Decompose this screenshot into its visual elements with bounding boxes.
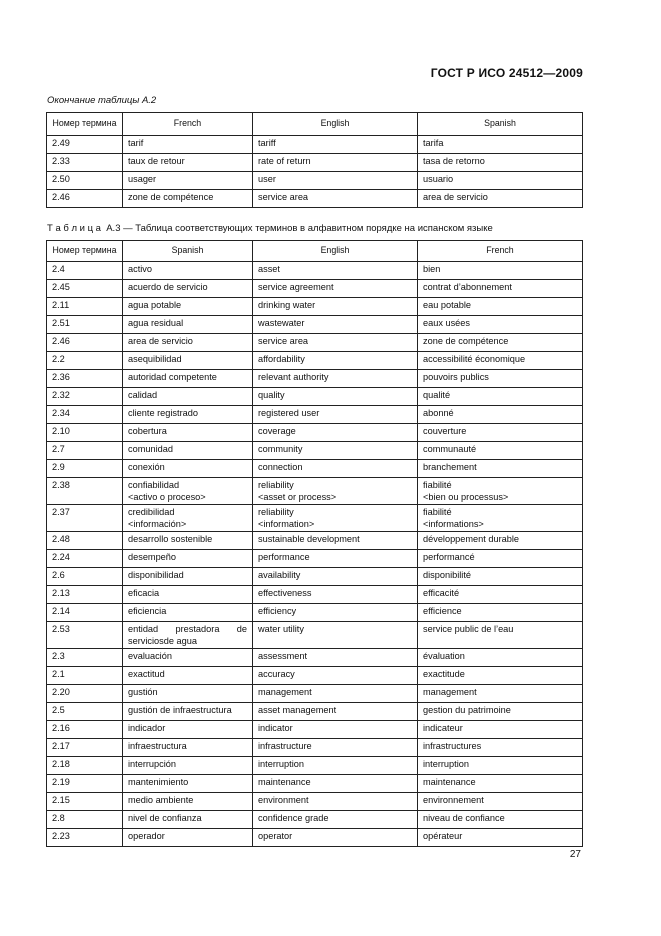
term-number-cell: 2.10: [47, 424, 123, 442]
term-cell: environment: [253, 793, 418, 811]
term-cell: community: [253, 442, 418, 460]
term-cell: disponibilidad: [123, 568, 253, 586]
term-cell: desarrollo sostenible: [123, 532, 253, 550]
term-number-cell: 2.13: [47, 586, 123, 604]
table-row: [47, 262, 583, 280]
term-cell: operador: [123, 829, 253, 847]
term-cell: user: [253, 172, 418, 190]
table-row: [47, 586, 583, 604]
term-number-cell: 2.34: [47, 406, 123, 424]
term-cell: evaluación: [123, 649, 253, 667]
term-number-cell: 2.24: [47, 550, 123, 568]
term-cell: tarifa: [418, 136, 583, 154]
term-cell: contrat d’abonnement: [418, 280, 583, 298]
table-a3-caption: Т а б л и ц а А.3 — Таблица соответствующих терминов в алфавитном порядке на испанском языке: [47, 223, 493, 234]
term-cell: indicador: [123, 721, 253, 739]
table-a2-caption: Окончание таблицы А.2: [47, 95, 157, 106]
term-cell: nivel de confianza: [123, 811, 253, 829]
term-cell: relevant authority: [253, 370, 418, 388]
table-row: [47, 352, 583, 370]
term-cell: tariff: [253, 136, 418, 154]
term-cell: fiabilité <bien ou processus>: [418, 478, 583, 505]
term-cell: calidad: [123, 388, 253, 406]
column-header: Spanish: [123, 241, 253, 262]
term-cell: entidad prestadora de serviciosde agua: [123, 622, 253, 649]
table-row: [47, 442, 583, 460]
term-cell: reliability <information>: [253, 505, 418, 532]
table-row: [47, 685, 583, 703]
term-cell: usager: [123, 172, 253, 190]
table-a3: [46, 240, 583, 847]
term-cell: desempeño: [123, 550, 253, 568]
term-cell: exactitud: [123, 667, 253, 685]
term-cell: effectiveness: [253, 586, 418, 604]
term-cell: confidence grade: [253, 811, 418, 829]
term-number-cell: 2.46: [47, 334, 123, 352]
column-header: Номер термина: [47, 113, 123, 136]
term-cell: eau potable: [418, 298, 583, 316]
table-row: [47, 334, 583, 352]
term-cell: indicator: [253, 721, 418, 739]
term-cell: environnement: [418, 793, 583, 811]
table-row: [47, 793, 583, 811]
term-cell: communauté: [418, 442, 583, 460]
term-cell: service area: [253, 190, 418, 208]
term-cell: medio ambiente: [123, 793, 253, 811]
column-header: Номер термина: [47, 241, 123, 262]
table-row: [47, 829, 583, 847]
term-cell: infrastructure: [253, 739, 418, 757]
column-header: English: [253, 241, 418, 262]
term-cell: maintenance: [418, 775, 583, 793]
table-row: [47, 775, 583, 793]
term-number-cell: 2.9: [47, 460, 123, 478]
term-cell: disponibilité: [418, 568, 583, 586]
term-cell: operator: [253, 829, 418, 847]
term-number-cell: 2.32: [47, 388, 123, 406]
term-cell: conexión: [123, 460, 253, 478]
term-cell: wastewater: [253, 316, 418, 334]
term-cell: efficiency: [253, 604, 418, 622]
term-number-cell: 2.18: [47, 757, 123, 775]
table-row: [47, 406, 583, 424]
term-cell: reliability <asset or process>: [253, 478, 418, 505]
term-cell: fiabilité <informations>: [418, 505, 583, 532]
table-row: [47, 136, 583, 154]
term-cell: management: [418, 685, 583, 703]
term-cell: water utility: [253, 622, 418, 649]
table-row: [47, 550, 583, 568]
term-cell: taux de retour: [123, 154, 253, 172]
term-number-cell: 2.17: [47, 739, 123, 757]
table-row: [47, 667, 583, 685]
term-cell: tarif: [123, 136, 253, 154]
term-cell: availability: [253, 568, 418, 586]
term-cell: performance: [253, 550, 418, 568]
term-number-cell: 2.16: [47, 721, 123, 739]
term-number-cell: 2.2: [47, 352, 123, 370]
table-row: [47, 478, 583, 505]
term-number-cell: 2.6: [47, 568, 123, 586]
table-row: [47, 388, 583, 406]
term-number-cell: 2.4: [47, 262, 123, 280]
term-cell: registered user: [253, 406, 418, 424]
term-cell: accessibilité économique: [418, 352, 583, 370]
term-cell: area de servicio: [123, 334, 253, 352]
term-cell: connection: [253, 460, 418, 478]
table-row: [47, 370, 583, 388]
term-number-cell: 2.8: [47, 811, 123, 829]
term-cell: efficacité: [418, 586, 583, 604]
term-cell: infrastructures: [418, 739, 583, 757]
term-cell: eaux usées: [418, 316, 583, 334]
term-cell: maintenance: [253, 775, 418, 793]
table-row: [47, 505, 583, 532]
table-row: [47, 172, 583, 190]
term-cell: efficience: [418, 604, 583, 622]
table-row: [47, 649, 583, 667]
term-cell: agua potable: [123, 298, 253, 316]
term-number-cell: 2.53: [47, 622, 123, 649]
table-row: [47, 757, 583, 775]
term-number-cell: 2.36: [47, 370, 123, 388]
column-header: French: [123, 113, 253, 136]
table-row: [47, 739, 583, 757]
term-cell: couverture: [418, 424, 583, 442]
term-cell: pouvoirs publics: [418, 370, 583, 388]
term-cell: comunidad: [123, 442, 253, 460]
term-number-cell: 2.3: [47, 649, 123, 667]
term-cell: interruption: [253, 757, 418, 775]
term-cell: bien: [418, 262, 583, 280]
term-cell: accuracy: [253, 667, 418, 685]
term-cell: affordability: [253, 352, 418, 370]
term-cell: quality: [253, 388, 418, 406]
column-header: French: [418, 241, 583, 262]
term-cell: service public de l’eau: [418, 622, 583, 649]
term-cell: cliente registrado: [123, 406, 253, 424]
table-row: [47, 622, 583, 649]
term-number-cell: 2.46: [47, 190, 123, 208]
term-cell: autoridad competente: [123, 370, 253, 388]
term-number-cell: 2.19: [47, 775, 123, 793]
table-row: [47, 190, 583, 208]
term-cell: opérateur: [418, 829, 583, 847]
term-number-cell: 2.48: [47, 532, 123, 550]
term-cell: gestion du patrimoine: [418, 703, 583, 721]
term-cell: indicateur: [418, 721, 583, 739]
term-cell: exactitude: [418, 667, 583, 685]
term-number-cell: 2.38: [47, 478, 123, 505]
term-cell: assessment: [253, 649, 418, 667]
term-cell: niveau de confiance: [418, 811, 583, 829]
standard-id: ГОСТ Р ИСО 24512—2009: [430, 66, 583, 80]
term-cell: abonné: [418, 406, 583, 424]
table-row: [47, 460, 583, 478]
term-number-cell: 2.1: [47, 667, 123, 685]
table-row: [47, 532, 583, 550]
term-cell: performancé: [418, 550, 583, 568]
term-cell: drinking water: [253, 298, 418, 316]
table-row: [47, 604, 583, 622]
term-number-cell: 2.7: [47, 442, 123, 460]
term-cell: tasa de retorno: [418, 154, 583, 172]
table-row: [47, 424, 583, 442]
term-cell: branchement: [418, 460, 583, 478]
term-cell: credibilidad <información>: [123, 505, 253, 532]
term-cell: coverage: [253, 424, 418, 442]
table-row: [47, 298, 583, 316]
column-header: Spanish: [418, 113, 583, 136]
term-cell: interrupción: [123, 757, 253, 775]
term-number-cell: 2.50: [47, 172, 123, 190]
page-number: 27: [569, 849, 581, 860]
term-cell: rate of return: [253, 154, 418, 172]
table-row: [47, 154, 583, 172]
term-number-cell: 2.51: [47, 316, 123, 334]
term-number-cell: 2.14: [47, 604, 123, 622]
term-number-cell: 2.5: [47, 703, 123, 721]
term-number-cell: 2.23: [47, 829, 123, 847]
table-row: [47, 703, 583, 721]
table-header-row: [47, 241, 583, 262]
term-cell: agua residual: [123, 316, 253, 334]
term-cell: zone de compétence: [418, 334, 583, 352]
term-cell: sustainable development: [253, 532, 418, 550]
table-row: [47, 316, 583, 334]
term-cell: asset management: [253, 703, 418, 721]
term-cell: mantenimiento: [123, 775, 253, 793]
term-cell: zone de compétence: [123, 190, 253, 208]
table-row: [47, 280, 583, 298]
term-cell: gustión de infraestructura: [123, 703, 253, 721]
term-cell: cobertura: [123, 424, 253, 442]
term-cell: gustión: [123, 685, 253, 703]
term-number-cell: 2.11: [47, 298, 123, 316]
term-number-cell: 2.37: [47, 505, 123, 532]
term-number-cell: 2.33: [47, 154, 123, 172]
term-cell: eficiencia: [123, 604, 253, 622]
term-cell: évaluation: [418, 649, 583, 667]
term-cell: activo: [123, 262, 253, 280]
term-cell: area de servicio: [418, 190, 583, 208]
table-header-row: [47, 113, 583, 136]
column-header: English: [253, 113, 418, 136]
term-cell: interruption: [418, 757, 583, 775]
term-cell: qualité: [418, 388, 583, 406]
term-number-cell: 2.45: [47, 280, 123, 298]
term-number-cell: 2.15: [47, 793, 123, 811]
table-row: [47, 568, 583, 586]
term-cell: développement durable: [418, 532, 583, 550]
term-cell: eficacia: [123, 586, 253, 604]
term-number-cell: 2.49: [47, 136, 123, 154]
term-cell: confiabilidad <activo o proceso>: [123, 478, 253, 505]
term-cell: service agreement: [253, 280, 418, 298]
table-a2: [46, 112, 583, 208]
term-number-cell: 2.20: [47, 685, 123, 703]
term-cell: asset: [253, 262, 418, 280]
term-cell: usuario: [418, 172, 583, 190]
term-cell: asequibilidad: [123, 352, 253, 370]
term-cell: management: [253, 685, 418, 703]
term-cell: acuerdo de servicio: [123, 280, 253, 298]
table-row: [47, 811, 583, 829]
term-cell: infraestructura: [123, 739, 253, 757]
table-row: [47, 721, 583, 739]
term-cell: service area: [253, 334, 418, 352]
